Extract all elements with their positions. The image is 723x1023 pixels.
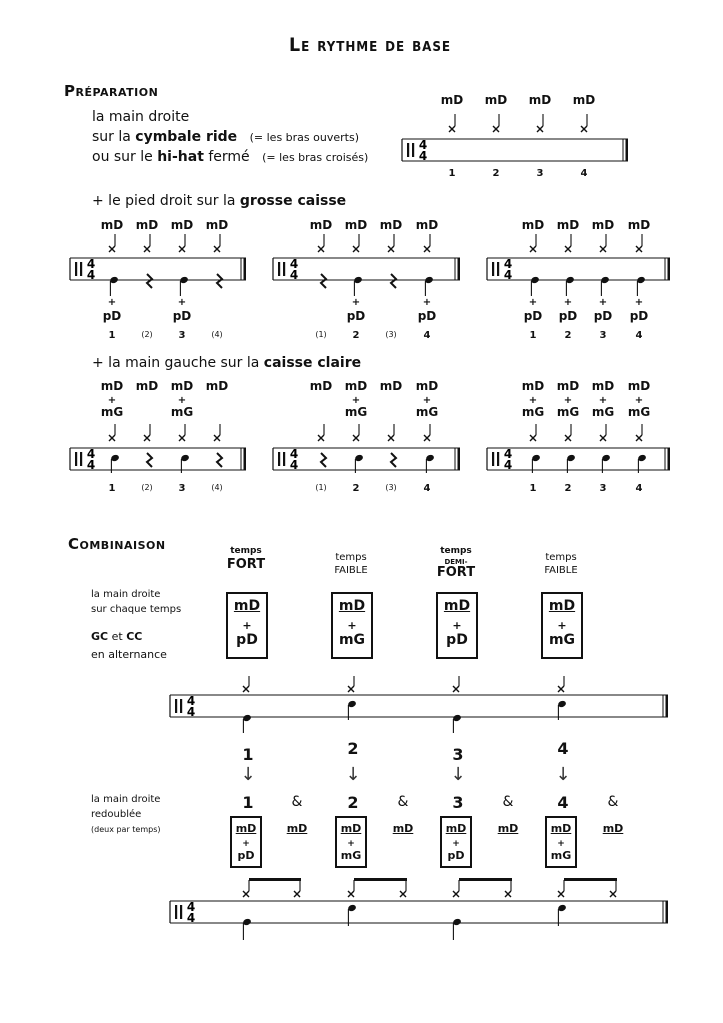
beat-header-bottom: FORT [226,557,266,572]
snare-system-1-end-barline-thick [244,448,247,470]
box-plus: + [557,619,567,632]
snare-row-count: 3 [599,483,607,494]
snare-row-quarter-rest [391,453,396,467]
snare-system-1-time-signature-top: 4 [86,447,96,461]
snare-row-count: 2 [564,483,572,494]
preparation-line-1: la main droite [92,109,190,125]
eighth-staff-time-signature-bottom: 4 [186,911,196,925]
bass-row-hand-label: mD [344,218,368,232]
bass-row-quarter-rest [321,274,326,288]
foot-line [92,193,346,209]
preparation-line-3-post: fermé [203,149,250,165]
bass-row-foot-label: pD [558,309,578,323]
combinaison-description-2 [91,628,167,664]
desc3-line-2: redoublée [91,809,142,820]
snare-line [92,355,361,371]
preparation-line-3-pre: ou sur le [92,149,158,165]
snare-row-count: 4 [635,483,643,494]
box-plus: + [452,619,462,632]
combination-beat-number: 1 [242,745,254,764]
preparation-note-2: (= les bras croisés) [262,151,369,164]
combination-beat-number: 4 [557,739,569,758]
snare-row-plus: + [422,395,432,406]
snare-system-2-percussion-clef [283,452,285,466]
beat-header [211,545,281,571]
eighth-row-beat-number: 1 [242,793,254,812]
box-top-label: mD [233,598,261,614]
bass-row-plus: + [351,297,361,308]
snare-line-pre: + la main gauche sur la [92,355,264,371]
eighth-row-beat-number: 4 [557,793,569,812]
bass-system-1-time-signature-bottom: 4 [86,268,96,282]
box-bottom-label: mG [338,632,366,648]
snare-system-2-time-signature-bottom: 4 [289,458,299,472]
bass-row-count: 1 [529,330,537,341]
snare-system-3-time-signature-bottom: 4 [503,458,513,472]
bass-row-hand-label: mD [100,218,124,232]
offbeat-hand-label: mD [286,822,308,835]
eighth-staff-percussion-clef [175,905,177,919]
bass-row-count: (2) [141,330,153,339]
snare-system-3-percussion-clef [497,452,499,466]
combination-box [226,592,268,659]
beat-header-bottom: FORT [436,565,476,580]
snare-row-count: 1 [108,483,116,494]
beat-header-top: temps [230,546,262,556]
bass-row-foot-label: pD [593,309,613,323]
bass-system-1-time-signature-top: 4 [86,257,96,271]
eighth-beam [564,878,617,881]
preparation-hand-label: mD [440,93,464,107]
combination-box [436,592,478,659]
combination-box [331,592,373,659]
eighth-beam [249,878,301,881]
bass-row-plus: + [598,297,608,308]
combination-staff-time-signature-top: 4 [186,694,196,708]
box-plus: + [347,619,357,632]
preparation-hand-label: mD [528,93,552,107]
snare-row-hand-label: mD [591,379,615,393]
bass-row-foot-label: pD [102,309,122,323]
combination-staff-end-barline-thick [666,695,669,717]
down-arrow-icon: ↓ [240,764,256,785]
snare-row-left-hand-label: mG [344,405,368,419]
bass-row-count: (1) [315,330,327,339]
bass-row-quarter-rest [391,274,396,288]
box-bottom-label: pD [236,632,258,648]
snare-row-left-hand-label: mG [556,405,580,419]
snare-row-quarter-rest [217,453,222,467]
snare-row-hand-label: mD [415,379,439,393]
snare-system-1-percussion-clef [80,452,82,466]
snare-row-count: 1 [529,483,537,494]
beat-header [526,551,596,577]
combination-beat-number: 3 [452,745,464,764]
snare-row-hand-label: mD [309,379,333,393]
snare-row-plus: + [634,395,644,406]
bass-system-3-time-signature-bottom: 4 [503,268,513,282]
bass-row-hand-label: mD [627,218,651,232]
offbeat-hand-label: mD [497,822,519,835]
snare-row-quarter-rest [321,453,326,467]
snare-row-plus: + [107,395,117,406]
small-box-top-label: mD [445,822,467,835]
snare-row-hand-label: mD [379,379,403,393]
page-title: Le rythme de base [289,34,451,56]
combination-beat-number: 2 [347,739,359,758]
bass-system-1-percussion-clef [75,262,77,276]
bass-row-hand-label: mD [556,218,580,232]
snare-row-hand-label: mD [521,379,545,393]
beat-header-mid: DEMI- [444,558,468,566]
beat-header-top: temps [545,552,577,563]
bass-row-plus: + [422,297,432,308]
small-box-top-label: mD [340,822,362,835]
offbeat-hand-label: mD [602,822,624,835]
preparation-count: 1 [448,168,456,179]
eighth-staff-time-signature-top: 4 [186,900,196,914]
combination-staff-time-signature-bottom: 4 [186,705,196,719]
desc1-line-1: la main droite [91,589,161,600]
bass-row-count: (3) [385,330,397,339]
bass-system-3-end-barline-thick [668,258,671,280]
snare-row-plus: + [563,395,573,406]
small-combination-box [545,816,577,868]
snare-row-count: (4) [211,483,223,492]
down-arrow-icon: ↓ [450,764,466,785]
eighth-row-beat-number: 2 [347,793,359,812]
bass-row-count: (4) [211,330,223,339]
snare-system-1-time-signature-bottom: 4 [86,458,96,472]
snare-row-count: (3) [385,483,397,492]
bass-drum-label: grosse caisse [239,193,347,209]
preparation-note-1: (= les bras ouverts) [249,131,359,144]
beat-header-bottom: FAIBLE [334,565,368,576]
eighth-staff-percussion-clef [180,905,182,919]
bass-row-quarter-rest [147,274,152,288]
snare-system-3-time-signature-top: 4 [503,447,513,461]
bass-row-count: 1 [108,330,116,341]
bass-row-foot-label: pD [629,309,649,323]
desc2-et: et [108,630,127,643]
snare-row-quarter-rest [147,453,152,467]
bass-row-count: 2 [352,330,360,341]
snare-drum-label: caisse claire [263,355,362,371]
eighth-beam [459,878,512,881]
snare-row-hand-label: mD [100,379,124,393]
beat-header [316,551,386,577]
bass-row-foot-label: pD [523,309,543,323]
snare-row-hand-label: mD [205,379,229,393]
small-box-top-label: mD [550,822,572,835]
preparation-staff-time-signature-bottom: 4 [418,149,428,163]
snare-system-2-time-signature-top: 4 [289,447,299,461]
preparation-heading: Préparation [64,82,159,100]
snare-row-count: (1) [315,483,327,492]
snare-row-count: 4 [423,483,431,494]
down-arrow-icon: ↓ [345,764,361,785]
box-bottom-label: pD [446,632,468,648]
snare-row-left-hand-label: mG [521,405,545,419]
box-top-label: mD [548,598,576,614]
bass-row-plus: + [634,297,644,308]
snare-row-hand-label: mD [556,379,580,393]
snare-row-hand-label: mD [627,379,651,393]
small-combination-box [230,816,262,868]
snare-row-left-hand-label: mG [170,405,194,419]
bass-row-hand-label: mD [521,218,545,232]
bass-row-plus: + [528,297,538,308]
desc2-gc: GC [91,630,109,643]
bass-row-plus: + [563,297,573,308]
bass-row-count: 4 [423,330,431,341]
snare-system-3-end-barline-thick [668,448,671,470]
bass-row-hand-label: mD [309,218,333,232]
desc1-line-2: sur chaque temps [91,604,182,615]
box-top-label: mD [443,598,471,614]
small-box-plus: + [557,839,565,849]
snare-row-left-hand-label: mG [627,405,651,419]
combinaison-description-3 [91,792,161,837]
bass-system-1-end-barline-thick [244,258,247,280]
eighth-row-ampersand: & [397,794,409,810]
preparation-hand-label: mD [484,93,508,107]
offbeat-hand-label: mD [392,822,414,835]
bass-system-2-time-signature-top: 4 [289,257,299,271]
small-box-bottom-label: mG [340,849,362,862]
eighth-row-ampersand: & [502,794,514,810]
beat-header-bottom: FAIBLE [544,565,578,576]
bass-row-plus: + [107,297,117,308]
box-bottom-label: mG [548,632,576,648]
bass-row-hand-label: mD [379,218,403,232]
preparation-staff-percussion-clef [412,143,414,157]
bass-row-foot-label: pD [346,309,366,323]
preparation-count: 4 [580,168,588,179]
beat-header-top: temps [335,552,367,563]
small-box-top-label: mD [235,822,257,835]
preparation-line-3 [92,149,368,165]
eighth-beam [354,878,407,881]
snare-row-left-hand-label: mG [415,405,439,419]
bass-row-count: 3 [178,330,186,341]
preparation-count: 3 [536,168,544,179]
bass-system-3-time-signature-top: 4 [503,257,513,271]
small-box-bottom-label: mG [550,849,572,862]
desc3-line-3: (deux par temps) [91,825,161,834]
bass-system-2-percussion-clef [278,262,280,276]
box-plus: + [242,619,252,632]
combinaison-heading: Combinaison [68,535,166,553]
combinaison-description-1 [91,587,181,617]
desc2-line-2: en alternance [91,648,167,661]
bass-row-hand-label: mD [170,218,194,232]
down-arrow-icon: ↓ [555,764,571,785]
preparation-line-2 [92,129,359,145]
snare-row-hand-label: mD [135,379,159,393]
bass-row-quarter-rest [217,274,222,288]
foot-line-pre: + le pied droit sur la [92,193,240,209]
snare-row-plus: + [528,395,538,406]
eighth-row-beat-number: 3 [452,793,464,812]
eighth-staff-end-barline-thick [666,901,669,923]
bass-row-count: 2 [564,330,572,341]
bass-system-1-percussion-clef [80,262,82,276]
snare-row-plus: + [351,395,361,406]
snare-row-hand-label: mD [170,379,194,393]
small-box-plus: + [347,839,355,849]
box-top-label: mD [338,598,366,614]
preparation-staff-time-signature-top: 4 [418,138,428,152]
bass-row-hand-label: mD [591,218,615,232]
bass-row-hand-label: mD [415,218,439,232]
small-combination-box [335,816,367,868]
combination-staff-percussion-clef [175,699,177,713]
bass-row-hand-label: mD [135,218,159,232]
snare-row-plus: + [177,395,187,406]
bass-row-count: 4 [635,330,643,341]
bass-row-foot-label: pD [417,309,437,323]
small-box-bottom-label: pD [237,849,255,862]
combination-box [541,592,583,659]
bass-row-foot-label: pD [172,309,192,323]
preparation-count: 2 [492,168,500,179]
small-box-bottom-label: pD [447,849,465,862]
snare-system-3-percussion-clef [492,452,494,466]
snare-row-count: 2 [352,483,360,494]
bass-system-3-percussion-clef [497,262,499,276]
snare-row-left-hand-label: mG [591,405,615,419]
desc2-cc: CC [126,630,143,643]
eighth-row-ampersand: & [607,794,619,810]
snare-row-hand-label: mD [344,379,368,393]
small-box-plus: + [242,839,250,849]
bass-system-2-percussion-clef [283,262,285,276]
eighth-row-ampersand: & [291,794,303,810]
combination-staff-percussion-clef [180,699,182,713]
small-box-plus: + [452,839,460,849]
preparation-staff-percussion-clef [407,143,409,157]
preparation-hand-label: mD [572,93,596,107]
bass-row-plus: + [177,297,187,308]
bass-system-3-percussion-clef [492,262,494,276]
beat-header [421,545,491,579]
snare-system-2-end-barline-thick [458,448,461,470]
ride-cymbal-label: cymbale ride [135,129,238,145]
snare-system-1-percussion-clef [75,452,77,466]
preparation-staff-end-barline-thick [626,139,629,161]
snare-row-count: 3 [178,483,186,494]
snare-row-count: (2) [141,483,153,492]
desc3-line-1: la main droite [91,794,161,805]
hihat-label: hi-hat [157,149,204,165]
beat-header-top: temps [440,546,472,556]
bass-row-hand-label: mD [205,218,229,232]
bass-system-2-time-signature-bottom: 4 [289,268,299,282]
snare-row-left-hand-label: mG [100,405,124,419]
snare-row-plus: + [598,395,608,406]
small-combination-box [440,816,472,868]
snare-system-2-percussion-clef [278,452,280,466]
bass-row-count: 3 [599,330,607,341]
preparation-line-2-pre: sur la [92,129,136,145]
bass-system-2-end-barline-thick [458,258,461,280]
